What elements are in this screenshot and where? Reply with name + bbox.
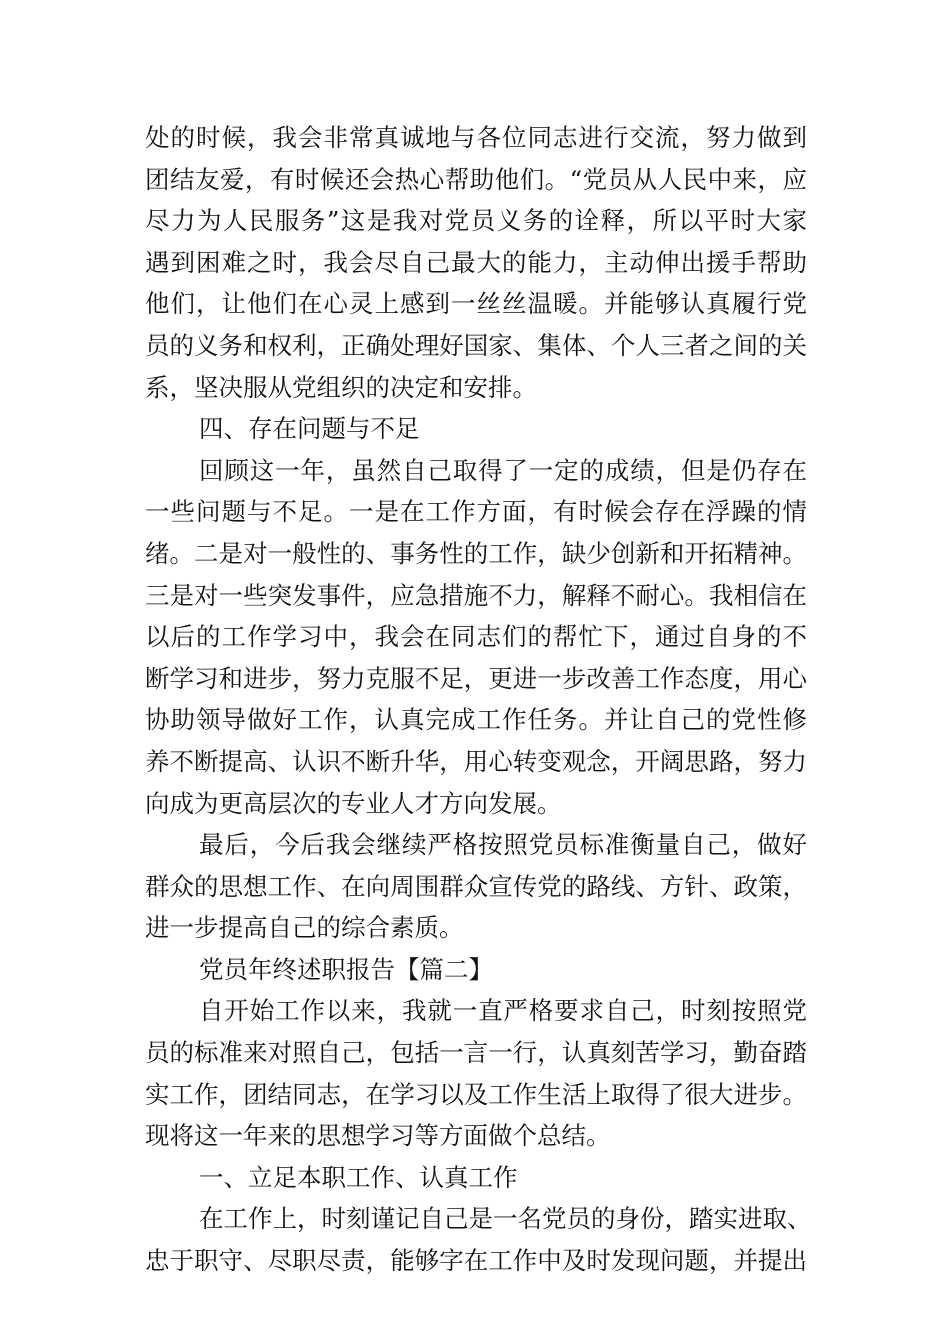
text-line: 他们，让他们在心灵上感到一丝丝温暖。并能够认真履行党	[145, 289, 807, 319]
text-line: 最后，今后我会继续严格按照党员标准衡量自己，做好	[199, 830, 807, 860]
text-line: 系，坚决服从党组织的决定和安排。	[145, 372, 537, 402]
text-line: 以后的工作学习中，我会在同志们的帮忙下，通过自身的不	[145, 622, 807, 652]
text-line: 在工作上，时刻谨记自己是一名党员的身份，踏实进取、	[199, 1204, 812, 1234]
text-line: 尽力为人民服务”这是我对党员义务的诠释，所以平时大家	[145, 206, 807, 236]
text-line: 员的标准来对照自己，包括一言一行，认真刻苦学习，勤奋踏	[145, 1038, 807, 1068]
text-line: 忠于职守、尽职尽责，能够字在工作中及时发现问题，并提出	[145, 1246, 807, 1276]
text-line: 向成为更高层次的专业人才方向发展。	[145, 788, 562, 818]
text-line: 遇到困难之时，我会尽自己最大的能力，主动伸出援手帮助	[145, 247, 807, 277]
text-line: 群众的思想工作、在向周围群众宣传党的路线、方针、政策，	[145, 871, 807, 901]
text-line: 进一步提高自己的综合素质。	[145, 913, 464, 943]
text-line: 绪。二是对一般性的、事务性的工作，缺少创新和开拓精神。	[145, 538, 807, 568]
document-body	[145, 117, 812, 1282]
text-line: 一些问题与不足。一是在工作方面，有时候会存在浮躁的情	[145, 497, 807, 527]
text-line: 团结友爱，有时候还会热心帮助他们。“党员从人民中来，应	[145, 164, 807, 194]
text-line: 回顾这一年，虽然自己取得了一定的成绩，但是仍存在	[199, 455, 807, 485]
text-line: 协助领导做好工作，认真完成工作任务。并让自己的党性修	[145, 705, 807, 735]
text-line: 断学习和进步，努力克服不足，更进一步改善工作态度，用心	[145, 663, 807, 693]
text-line: 实工作，团结同志，在学习以及工作生活上取得了很大进步。	[145, 1079, 807, 1109]
text-line: 三是对一些突发事件，应急措施不力，解释不耐心。我相信在	[145, 580, 807, 610]
text-line: 自开始工作以来，我就一直严格要求自己，时刻按照党	[199, 996, 807, 1026]
section-heading: 党员年终述职报告【篇二】	[199, 954, 493, 984]
section-heading: 一、立足本职工作、认真工作	[199, 1162, 518, 1192]
text-line: 现将这一年来的思想学习等方面做个总结。	[145, 1121, 611, 1151]
text-line: 处的时候，我会非常真诚地与各位同志进行交流，努力做到	[145, 123, 807, 152]
text-line: 员的义务和权利，正确处理好国家、集体、个人三者之间的关	[145, 330, 807, 360]
text-line: 养不断提高、认识不断升华，用心转变观念，开阔思路，努力	[145, 746, 807, 776]
section-heading: 四、存在问题与不足	[199, 414, 420, 444]
